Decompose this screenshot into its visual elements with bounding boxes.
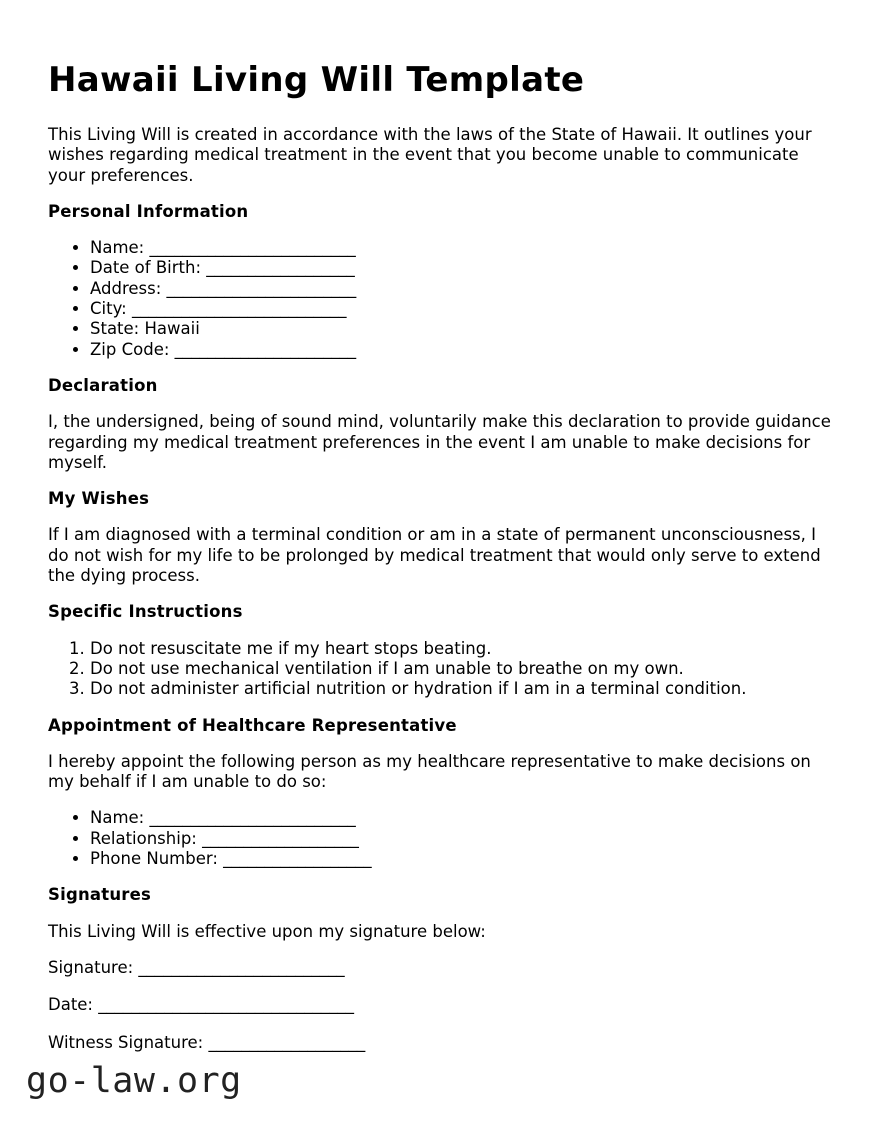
section-heading-personal: Personal Information	[48, 201, 249, 221]
list-item: • State: Hawaii	[90, 319, 838, 339]
watermark: go-law.org	[26, 1061, 242, 1101]
representative-list	[48, 808, 838, 869]
signatures-paragraph: This Living Will is effective upon my signature below:	[48, 921, 486, 941]
list-item: • Zip Code: ______________________	[90, 340, 838, 360]
intro-paragraph: This Living Will is created in accordance with the laws of the State of Hawaii. It outlines your wishes regarding medical treatment in the event that you become unable to communicate your preferences.	[48, 125, 812, 185]
list-item: • Relationship: ___________________	[90, 829, 838, 849]
declaration-paragraph: I, the undersigned, being of sound mind, voluntarily make this declaration to provide guidance regarding my medical treatment preferences in the event I am unable to make decisions for myself.	[48, 412, 831, 472]
list-item: • Date of Birth: __________________	[90, 258, 838, 278]
list-item: 1. Do not resuscitate me if my heart stops beating.	[90, 639, 838, 659]
section-heading-signatures: Signatures	[48, 885, 152, 905]
section-heading-representative: Appointment of Healthcare Representative	[48, 715, 457, 735]
section-heading-instructions: Specific Instructions	[48, 602, 243, 622]
document	[48, 58, 838, 1070]
list-item: • Name: _________________________	[90, 238, 838, 258]
list-item: • Address: _______________________	[90, 279, 838, 299]
date-line: Date: _______________________________	[48, 995, 354, 1015]
section-heading-declaration: Declaration	[48, 375, 158, 395]
section-heading-wishes: My Wishes	[48, 489, 150, 509]
representative-paragraph: I hereby appoint the following person as my healthcare representative to make decisions on my behalf if I am unable to do so:	[48, 751, 811, 792]
page-title: Hawaii Living Will Template	[48, 60, 585, 100]
list-item: • Phone Number: __________________	[90, 849, 838, 869]
instructions-list	[48, 639, 838, 700]
list-item: • Name: _________________________	[90, 808, 838, 828]
personal-info-list	[48, 238, 838, 360]
list-item: • City: __________________________	[90, 299, 838, 319]
witness-signature-line: Witness Signature: ___________________	[48, 1032, 366, 1052]
wishes-paragraph: If I am diagnosed with a terminal condition or am in a state of permanent unconsciousness, I do not wish for my life to be prolonged by medical treatment that would only serve to extend the dying process.	[48, 525, 821, 586]
signature-line: Signature: _________________________	[48, 957, 345, 977]
list-item: 2. Do not use mechanical ventilation if I am unable to breathe on my own.	[90, 659, 838, 679]
list-item: 3. Do not administer artificial nutrition or hydration if I am in a terminal condition.	[90, 679, 838, 699]
